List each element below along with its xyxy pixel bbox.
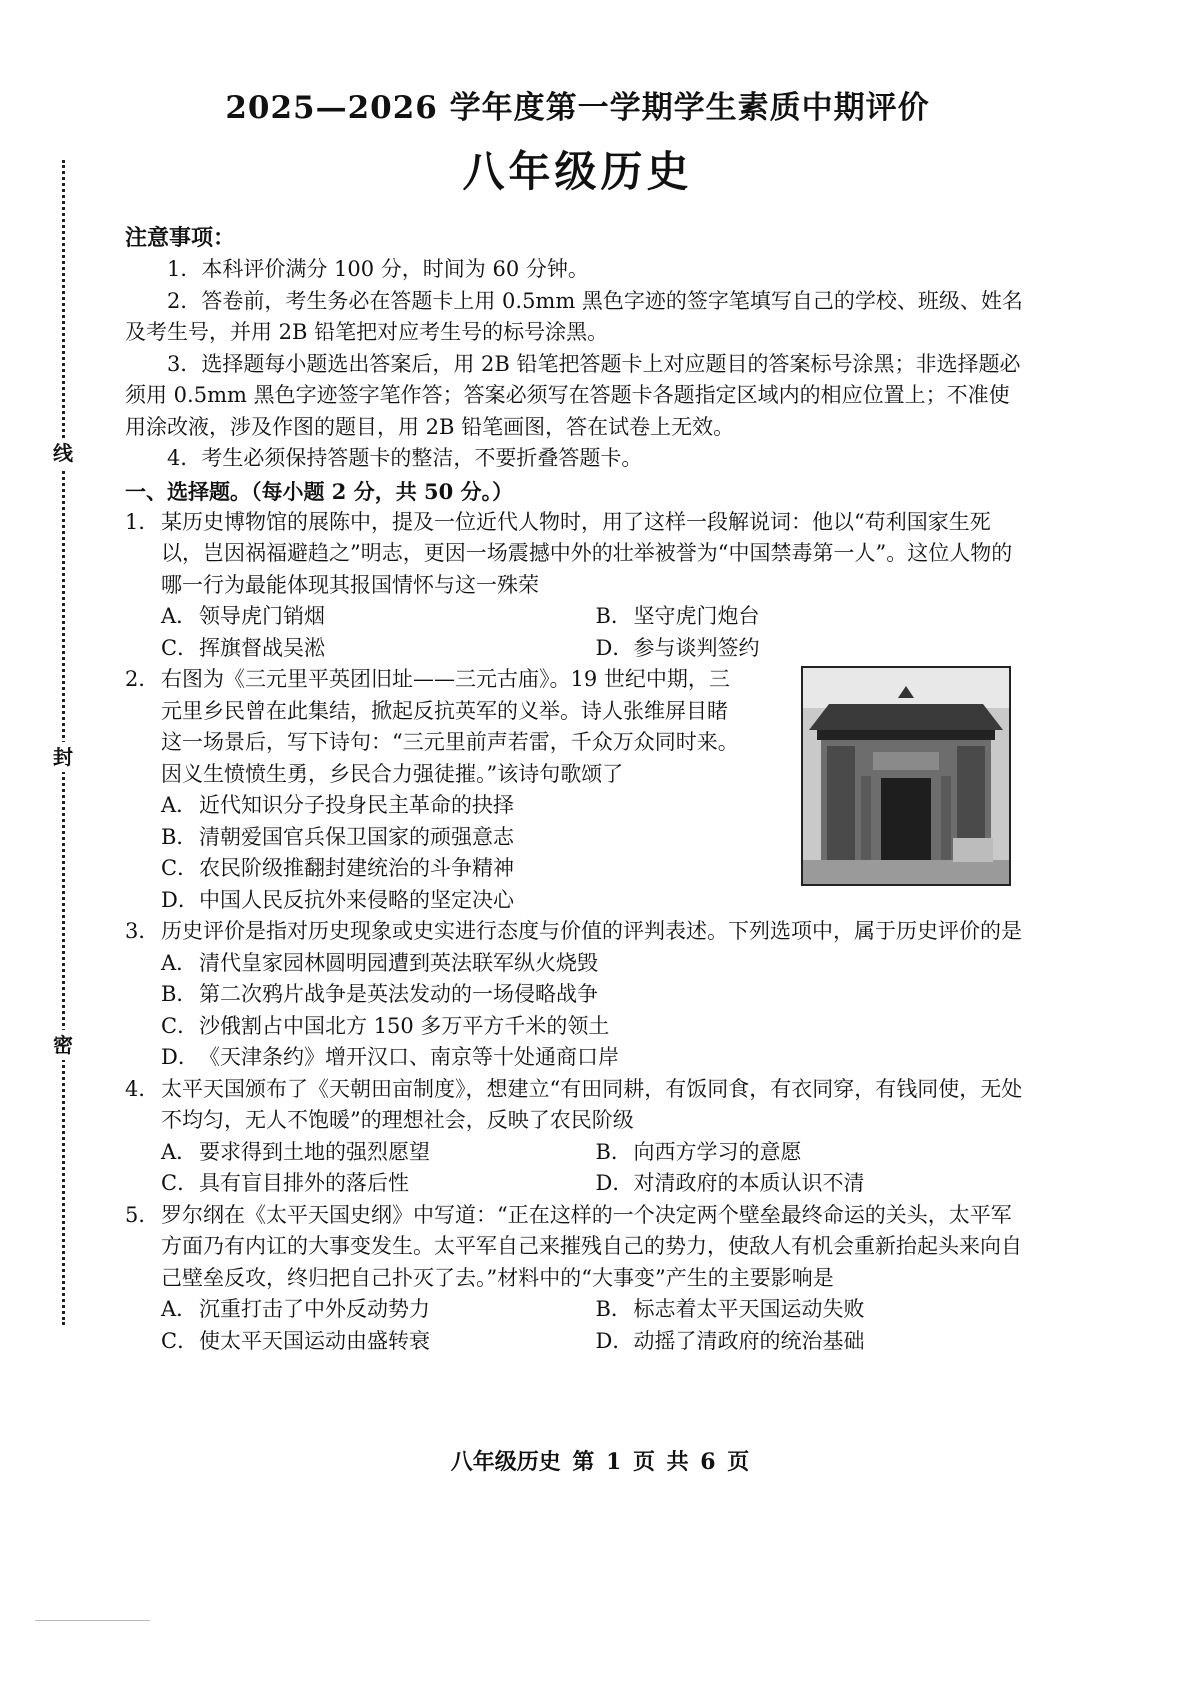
option-c: C．农民阶级推翻封建统治的斗争精神 <box>161 856 514 880</box>
question-stem: 太平天国颁布了《天朝田亩制度》，想建立“有田同耕，有饭同食，有衣同穿，有钱同使，无处不均匀，无人不饱暖”的理想社会，反映了农民阶级 <box>161 1076 1023 1132</box>
question-number: 5． <box>125 1202 160 1227</box>
question-options <box>125 948 1030 1074</box>
question-3 <box>125 916 1030 1074</box>
notice-item: 4．考生必须保持答题卡的整洁，不要折叠答题卡。 <box>167 446 643 470</box>
binding-char-mi: 密 <box>48 1030 78 1060</box>
notice-item: 3．选择题每小题选出答案后，用 2B 铅笔把答题卡上对应题目的答案标号涂黑；非选择题必须用 0.5mm 黑色字迹签字笔作答；答案必须写在答题卡各题指定区域内的相应位置上；不准使用涂改液，涉及作图的题目，用 2B 铅笔画图，答在试卷上无效。 <box>125 351 1021 439</box>
question-number: 2． <box>125 667 160 691</box>
option-a: A．沉重打击了中外反动势力 <box>161 1297 430 1321</box>
option-b: B．标志着太平天国运动失败 <box>595 1297 865 1321</box>
question-options <box>125 1294 1030 1357</box>
option-b: B．清朝爱国官兵保卫国家的顽强意志 <box>161 824 514 849</box>
option-d: D．《天津条约》增开汉口、南京等十处通商口岸 <box>161 1045 619 1069</box>
question-stem: 罗尔纲在《太平天国史纲》中写道：“正在这样的一个决定两个壁垒最终命运的关头，太平军方面乃有内讧的大事变发生。太平军自己来摧残自己的势力，使敌人有机会重新抬起头来向自己壁垒反攻，终归把自己扑灭了去。”材料中的“大事变”产生的主要影响是 <box>161 1202 1022 1290</box>
question-1 <box>125 507 1030 665</box>
section-heading-choice: 一、选择题。（每小题 2 分，共 50 分。） <box>125 478 514 504</box>
question-stem: 某历史博物馆的展陈中，提及一位近代人物时，用了这样一段解说词：他以“苟利国家生死以，岂因祸福避趋之”明志，更因一场震撼中外的壮举被誉为“中国禁毒第一人”。这位人物的哪一行为最能体现其报国情怀与这一殊荣 <box>161 509 1013 597</box>
option-d: D．对清政府的本质认识不清 <box>595 1171 865 1195</box>
exam-subject-title: 八年级历史 <box>462 147 693 196</box>
question-options <box>125 1137 1030 1200</box>
option-b: B．坚守虎门炮台 <box>595 604 760 628</box>
question-2 <box>125 664 1030 916</box>
question-stem: 历史评价是指对历史现象或史实进行态度与价值的评判表述。下列选项中，属于历史评价的是 <box>161 919 1022 943</box>
option-c: C．使太平天国运动由盛转衰 <box>161 1328 430 1353</box>
option-b: B．向西方学习的意愿 <box>595 1139 802 1164</box>
option-a: A．要求得到土地的强烈愿望 <box>161 1139 430 1164</box>
exam-title: 2025—2026 学年度第一学期学生素质中期评价 <box>225 90 930 126</box>
option-a: A．近代知识分子投身民主革命的抉择 <box>161 793 514 817</box>
option-a: A．领导虎门销烟 <box>161 604 325 628</box>
option-b: B．第二次鸦片战争是英法发动的一场侵略战争 <box>161 982 598 1006</box>
option-c: C．挥旗督战吴淞 <box>161 635 325 660</box>
question-number: 1． <box>125 509 160 534</box>
notice-item: 1．本科评价满分 100 分，时间为 60 分钟。 <box>167 257 589 281</box>
notice-heading: 注意事项： <box>125 225 236 251</box>
option-a: A．清代皇家园林圆明园遭到英法联军纵火烧毁 <box>161 950 598 975</box>
binding-char-feng: 封 <box>48 742 78 772</box>
option-d: D．动摇了清政府的统治基础 <box>595 1328 865 1353</box>
exam-page <box>125 82 1030 1357</box>
notice-section <box>125 222 1030 475</box>
temple-photo <box>801 666 1011 886</box>
notice-item: 2．答卷前，考生务必在答题卡上用 0.5mm 黑色字迹的签字笔填写自己的学校、班级、姓名及考生号，并用 2B 铅笔把对应考生号的标号涂黑。 <box>125 288 1023 344</box>
question-stem: 右图为《三元里平英团旧址——三元古庙》。19 世纪中期，三元里乡民曾在此集结，掀起反抗英军的义举。诗人张维屏目睹这一场景后，写下诗句：“三元里前声若雷，千众万众同时来。因义生愤愤生勇，乡民合力强徒摧。”该诗句歌颂了 <box>161 667 739 786</box>
option-d: D．中国人民反抗外来侵略的坚定决心 <box>161 887 514 912</box>
question-4 <box>125 1074 1030 1200</box>
question-options <box>125 790 740 916</box>
option-c: C．具有盲目排外的落后性 <box>161 1171 409 1195</box>
question-number: 4． <box>125 1076 160 1101</box>
question-options <box>125 601 1030 664</box>
binding-char-xian: 线 <box>48 438 78 468</box>
option-c: C．沙俄割占中国北方 150 多万平方千米的领土 <box>161 1013 610 1038</box>
page-footer: 八年级历史 第 1 页 共 6 页 <box>450 1449 750 1475</box>
question-5 <box>125 1200 1030 1358</box>
option-d: D．参与谈判签约 <box>595 635 760 660</box>
question-number: 3． <box>125 919 160 943</box>
temple-illustration <box>803 668 1009 884</box>
divider <box>35 1620 150 1621</box>
